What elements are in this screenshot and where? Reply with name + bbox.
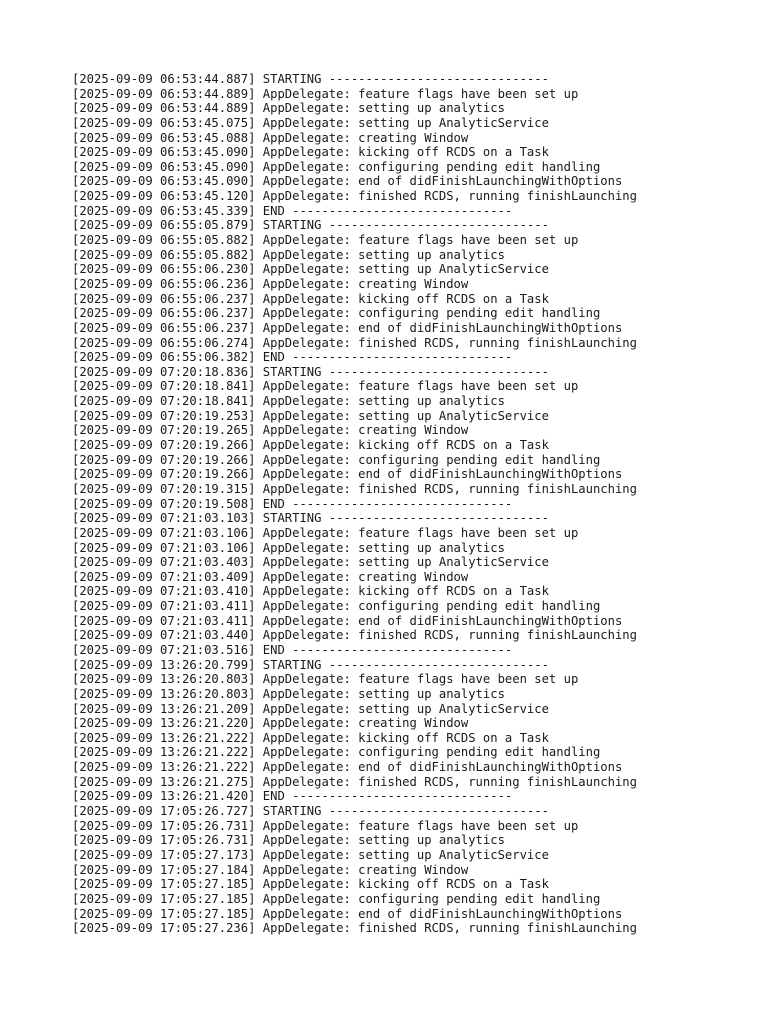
log-line: [2025-09-09 06:55:06.236] AppDelegate: creating Window: [72, 276, 469, 291]
log-line: [2025-09-09 13:26:21.222] AppDelegate: end of didFinishLaunchingWithOptions: [72, 760, 623, 775]
log-line: [2025-09-09 13:26:21.220] AppDelegate: creating Window: [72, 716, 469, 731]
log-line: [2025-09-09 06:55:05.882] AppDelegate: setting up analytics: [72, 247, 505, 262]
log-line: [2025-09-09 07:21:03.409] AppDelegate: creating Window: [72, 569, 469, 584]
log-line: [2025-09-09 13:26:20.803] AppDelegate: feature flags have been set up: [72, 672, 579, 687]
log-line: [2025-09-09 06:53:45.090] AppDelegate: kicking off RCDS on a Task: [72, 145, 549, 160]
log-line: [2025-09-09 13:26:21.209] AppDelegate: setting up AnalyticService: [72, 701, 549, 716]
log-line: [2025-09-09 17:05:27.184] AppDelegate: creating Window: [72, 862, 469, 877]
log-line: [2025-09-09 07:21:03.411] AppDelegate: configuring pending edit handling: [72, 599, 601, 614]
log-line: [2025-09-09 06:53:44.889] AppDelegate: setting up analytics: [72, 101, 505, 116]
log-line: [2025-09-09 13:26:21.420] END ------------------------------: [72, 789, 513, 804]
log-line: [2025-09-09 07:21:03.403] AppDelegate: setting up AnalyticService: [72, 555, 549, 570]
log-line: [2025-09-09 06:55:06.274] AppDelegate: finished RCDS, running finishLaunching: [72, 335, 637, 350]
log-line: [2025-09-09 17:05:26.727] STARTING ------------------------------: [72, 804, 549, 819]
log-line: [2025-09-09 07:20:19.266] AppDelegate: end of didFinishLaunchingWithOptions: [72, 467, 623, 482]
log-line: [2025-09-09 07:20:19.508] END ------------------------------: [72, 496, 513, 511]
log-line: [2025-09-09 17:05:27.236] AppDelegate: finished RCDS, running finishLaunching: [72, 921, 637, 936]
log-line: [2025-09-09 07:20:18.841] AppDelegate: feature flags have been set up: [72, 379, 579, 394]
log-line: [2025-09-09 06:55:05.882] AppDelegate: feature flags have been set up: [72, 233, 579, 248]
log-line: [2025-09-09 06:53:44.889] AppDelegate: feature flags have been set up: [72, 86, 579, 101]
log-line: [2025-09-09 17:05:26.731] AppDelegate: setting up analytics: [72, 833, 505, 848]
log-line: [2025-09-09 06:53:44.887] STARTING ------------------------------: [72, 72, 549, 86]
log-line: [2025-09-09 06:55:06.237] AppDelegate: end of didFinishLaunchingWithOptions: [72, 320, 623, 335]
log-line: [2025-09-09 07:21:03.440] AppDelegate: finished RCDS, running finishLaunching: [72, 628, 637, 643]
log-line: [2025-09-09 07:21:03.410] AppDelegate: kicking off RCDS on a Task: [72, 584, 549, 599]
log-line: [2025-09-09 06:53:45.088] AppDelegate: creating Window: [72, 130, 469, 145]
log-line: [2025-09-09 06:55:06.382] END ------------------------------: [72, 350, 513, 365]
log-line: [2025-09-09 07:20:19.265] AppDelegate: creating Window: [72, 423, 469, 438]
log-line: [2025-09-09 13:26:21.275] AppDelegate: finished RCDS, running finishLaunching: [72, 774, 637, 789]
log-line: [2025-09-09 13:26:21.222] AppDelegate: kicking off RCDS on a Task: [72, 730, 549, 745]
log-line: [2025-09-09 13:26:21.222] AppDelegate: configuring pending edit handling: [72, 745, 601, 760]
log-line: [2025-09-09 07:21:03.106] AppDelegate: setting up analytics: [72, 540, 505, 555]
log-line: [2025-09-09 07:20:19.315] AppDelegate: finished RCDS, running finishLaunching: [72, 481, 637, 496]
log-line: [2025-09-09 07:21:03.103] STARTING ------------------------------: [72, 511, 549, 526]
log-line: [2025-09-09 06:55:06.230] AppDelegate: setting up AnalyticService: [72, 262, 549, 277]
log-view: [72, 72, 732, 936]
log-line: [2025-09-09 17:05:27.185] AppDelegate: end of didFinishLaunchingWithOptions: [72, 906, 623, 921]
log-line: [2025-09-09 07:21:03.516] END ------------------------------: [72, 642, 513, 657]
log-line: [2025-09-09 06:55:06.237] AppDelegate: configuring pending edit handling: [72, 306, 601, 321]
log-line: [2025-09-09 07:20:19.266] AppDelegate: configuring pending edit handling: [72, 452, 601, 467]
log-line: [2025-09-09 06:55:06.237] AppDelegate: kicking off RCDS on a Task: [72, 291, 549, 306]
log-line: [2025-09-09 13:26:20.803] AppDelegate: setting up analytics: [72, 686, 505, 701]
log-line: [2025-09-09 07:21:03.411] AppDelegate: end of didFinishLaunchingWithOptions: [72, 613, 623, 628]
log-line: [2025-09-09 06:53:45.120] AppDelegate: finished RCDS, running finishLaunching: [72, 189, 637, 204]
log-line: [2025-09-09 06:53:45.339] END ------------------------------: [72, 203, 513, 218]
log-line: [2025-09-09 06:53:45.075] AppDelegate: setting up AnalyticService: [72, 115, 549, 130]
log-line: [2025-09-09 06:53:45.090] AppDelegate: configuring pending edit handling: [72, 159, 601, 174]
log-line: [2025-09-09 07:20:18.836] STARTING ------------------------------: [72, 364, 549, 379]
log-line: [2025-09-09 17:05:26.731] AppDelegate: feature flags have been set up: [72, 818, 579, 833]
log-line: [2025-09-09 06:55:05.879] STARTING ------------------------------: [72, 218, 549, 233]
log-line: [2025-09-09 07:20:18.841] AppDelegate: setting up analytics: [72, 394, 505, 409]
log-line: [2025-09-09 13:26:20.799] STARTING ------------------------------: [72, 657, 549, 672]
log-line: [2025-09-09 07:21:03.106] AppDelegate: feature flags have been set up: [72, 525, 579, 540]
log-line: [2025-09-09 07:20:19.253] AppDelegate: setting up AnalyticService: [72, 408, 549, 423]
log-line: [2025-09-09 06:53:45.090] AppDelegate: end of didFinishLaunchingWithOptions: [72, 174, 623, 189]
log-line: [2025-09-09 17:05:27.173] AppDelegate: setting up AnalyticService: [72, 847, 549, 862]
log-line: [2025-09-09 17:05:27.185] AppDelegate: configuring pending edit handling: [72, 891, 601, 906]
log-line: [2025-09-09 07:20:19.266] AppDelegate: kicking off RCDS on a Task: [72, 438, 549, 453]
log-line: [2025-09-09 17:05:27.185] AppDelegate: kicking off RCDS on a Task: [72, 877, 549, 892]
